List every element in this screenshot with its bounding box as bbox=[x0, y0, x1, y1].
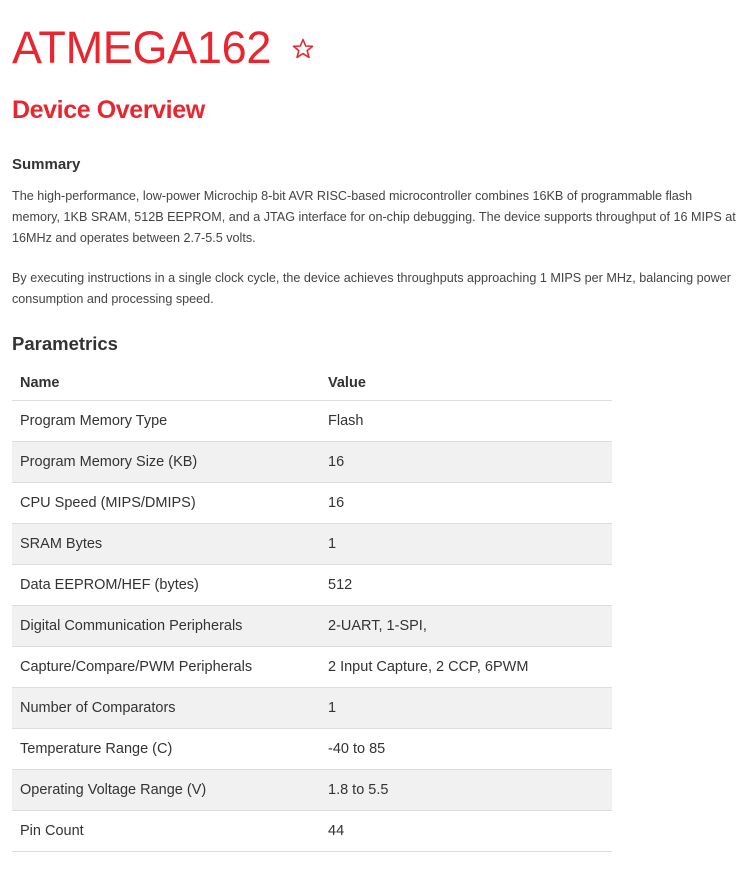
table-row bbox=[12, 524, 612, 565]
param-value: 1 bbox=[320, 524, 612, 565]
param-name: Capture/Compare/PWM Peripherals bbox=[12, 647, 320, 688]
param-name: Operating Voltage Range (V) bbox=[12, 770, 320, 811]
param-value: 512 bbox=[320, 565, 612, 606]
param-value: -40 to 85 bbox=[320, 729, 612, 770]
param-value: 2-UART, 1-SPI, bbox=[320, 606, 612, 647]
table-row bbox=[12, 647, 612, 688]
param-value: 16 bbox=[320, 442, 612, 483]
table-row bbox=[12, 770, 612, 811]
table-row bbox=[12, 606, 612, 647]
section-title: Device Overview bbox=[12, 96, 205, 124]
param-name: Data EEPROM/HEF (bytes) bbox=[12, 565, 320, 606]
product-page bbox=[12, 0, 738, 839]
param-value: Flash bbox=[320, 401, 612, 442]
summary-paragraph: The high-performance, low-power Microchip 8-bit AVR RISC-based microcontroller combines 16KB of programmable flash memory, 1KB SRAM, 512B EEPROM, and a JTAG interface for on-chip debugging. The device supports throughput of 16 MIPS at 16MHz and operates between 2.7-5.5 volts. bbox=[12, 189, 736, 245]
param-name: Number of Comparators bbox=[12, 688, 320, 729]
table-row bbox=[12, 442, 612, 483]
param-value: 16 bbox=[320, 483, 612, 524]
param-value: 1 bbox=[320, 688, 612, 729]
table-row bbox=[12, 729, 612, 770]
column-header-value: Value bbox=[320, 366, 612, 401]
table-row bbox=[12, 565, 612, 606]
param-name: Program Memory Size (KB) bbox=[12, 442, 320, 483]
param-name: Temperature Range (C) bbox=[12, 729, 320, 770]
column-header-name: Name bbox=[12, 366, 320, 401]
summary-paragraph: By executing instructions in a single clock cycle, the device achieves throughputs approaching 1 MIPS per MHz, balancing power consumption and processing speed. bbox=[12, 271, 731, 306]
table-row bbox=[12, 688, 612, 729]
table-row bbox=[12, 811, 612, 852]
param-value: 2 Input Capture, 2 CCP, 6PWM bbox=[320, 647, 612, 688]
param-value: 44 bbox=[320, 811, 612, 852]
param-name: Pin Count bbox=[12, 811, 320, 852]
product-title: ATMEGA162 bbox=[12, 22, 272, 73]
param-value: 1.8 to 5.5 bbox=[320, 770, 612, 811]
parametrics-heading: Parametrics bbox=[12, 333, 118, 354]
param-name: Program Memory Type bbox=[12, 401, 320, 442]
table-header-row bbox=[12, 366, 612, 401]
param-name: SRAM Bytes bbox=[12, 524, 320, 565]
parametrics-table bbox=[12, 366, 612, 852]
table-row bbox=[12, 483, 612, 524]
table-row bbox=[12, 401, 612, 442]
summary-heading: Summary bbox=[12, 156, 81, 173]
param-name: CPU Speed (MIPS/DMIPS) bbox=[12, 483, 320, 524]
title-row bbox=[12, 22, 738, 74]
star-outline-icon[interactable] bbox=[291, 37, 315, 61]
param-name: Digital Communication Peripherals bbox=[12, 606, 320, 647]
